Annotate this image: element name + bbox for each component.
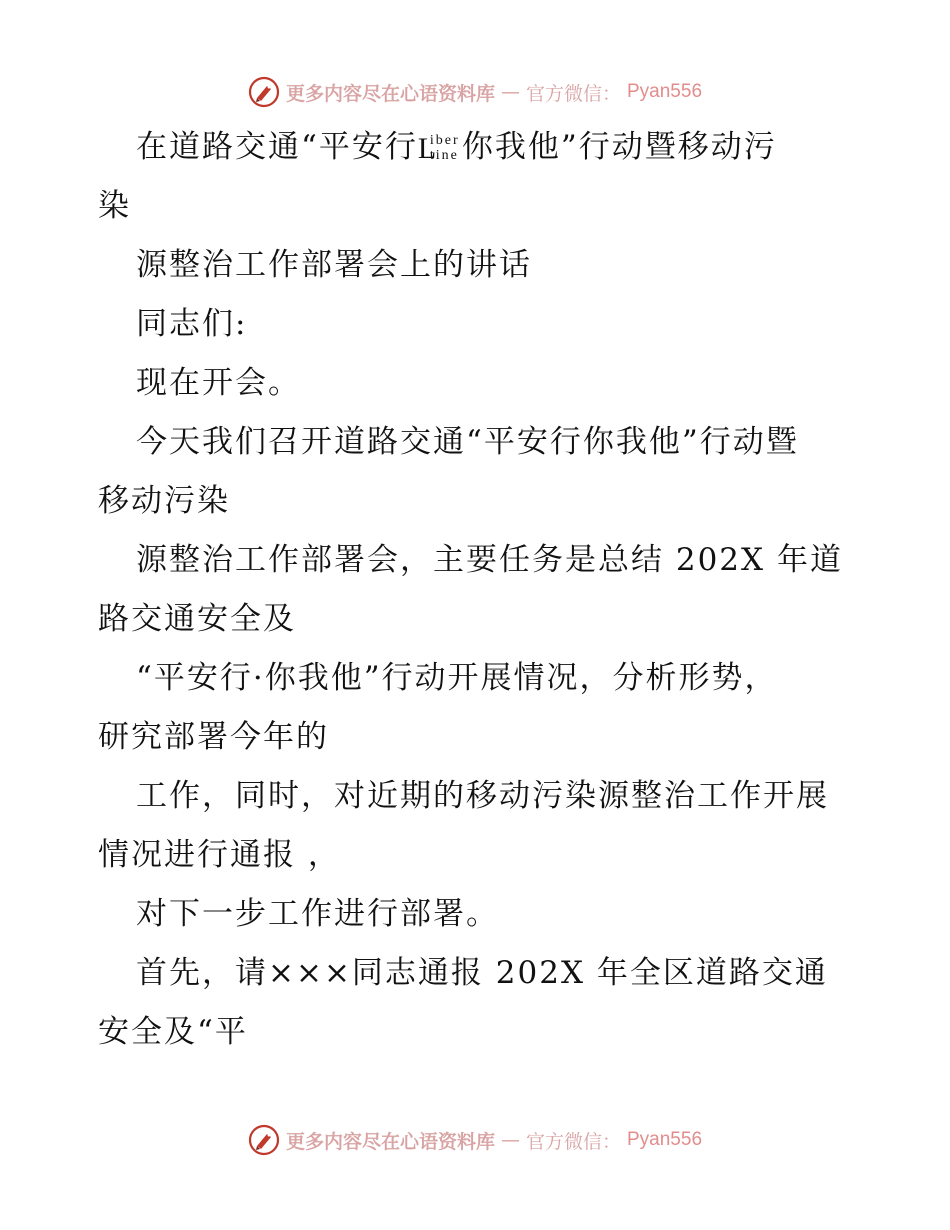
text-line: 路交通安全及 <box>98 601 296 637</box>
document-body <box>98 118 858 1062</box>
text-line: 安全及“平 <box>98 1014 248 1050</box>
ligature-sub: tine <box>429 147 459 163</box>
watermark-brand-text: 更多内容尽在心语资料库 <box>285 1130 495 1153</box>
text-line: 源整治工作部署会上的讲话 <box>136 247 532 283</box>
text-line: 工作，同时，对近期的移动污染源整治工作开展 <box>136 778 829 814</box>
ligature-big: L <box>417 131 439 165</box>
text-line: 同志们: <box>136 306 248 342</box>
text-line: 今天我们召开道路交通“平安行你我他”行动暨 <box>136 424 799 460</box>
ligature-sup: iber <box>429 132 460 148</box>
text-line: 现在开会。 <box>136 365 301 401</box>
pen-logo-icon <box>248 1124 280 1156</box>
watermark-wechat-id: Pyan556 <box>627 1129 703 1150</box>
text-line: 染 <box>98 188 131 224</box>
watermark-official-text: 官方微信： <box>525 1130 621 1153</box>
footer-watermark <box>0 1120 950 1160</box>
text-line: 对下一步工作进行部署。 <box>136 896 499 932</box>
header-watermark <box>0 72 950 112</box>
text-line: 源整治工作部署会，主要任务是总结 202X 年道 <box>136 542 843 578</box>
inline-ligature <box>418 132 462 166</box>
watermark-official-text: 官方微信： <box>525 82 621 105</box>
watermark-dash: — <box>500 1129 520 1151</box>
pen-logo-icon <box>248 76 280 108</box>
text-line: “平安行·你我他”行动开展情况，分析形势， <box>136 660 778 696</box>
watermark-wechat-id: Pyan556 <box>627 81 703 102</box>
text-line: 移动污染 <box>98 483 230 519</box>
text-line: 研究部署今年的 <box>98 719 329 755</box>
text-line: 首先，请×××同志通报 202X 年全区道路交通 <box>136 955 828 991</box>
watermark-brand-text: 更多内容尽在心语资料库 <box>285 82 495 105</box>
line-text: 你我他”行动暨移动污 <box>461 129 777 165</box>
watermark-dash: — <box>500 81 520 103</box>
text-line <box>98 118 858 177</box>
text-line: 情况进行通报 ， <box>98 837 341 873</box>
line-text: 在道路交通“平安行 <box>136 129 418 165</box>
